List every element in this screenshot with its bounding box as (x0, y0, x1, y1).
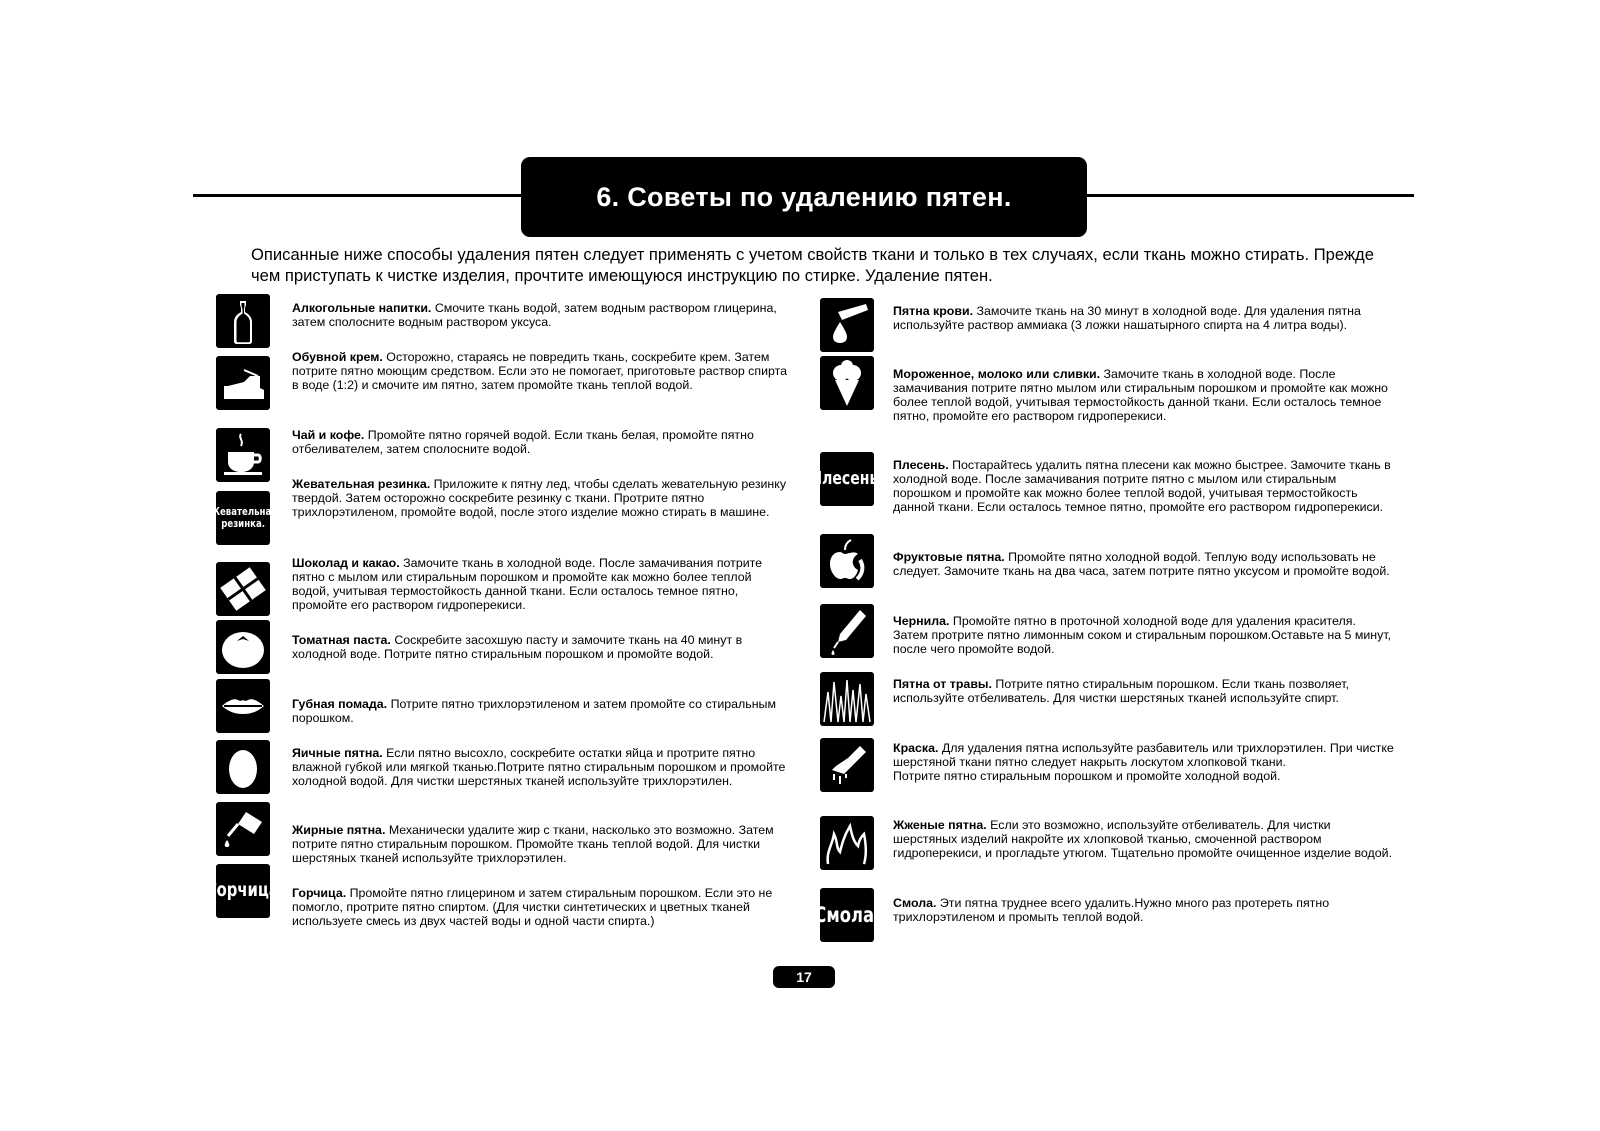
stain-title: Фруктовые пятна. (893, 550, 1005, 564)
mold-label: Плесень. (810, 467, 884, 489)
oil-can-icon (216, 802, 270, 856)
tomato-icon (216, 620, 270, 674)
stain-title: Алкогольные напитки. (292, 301, 432, 315)
shoe-icon (216, 356, 270, 410)
stain-title: Чай и кофе. (292, 428, 365, 442)
stain-text: Постарайтесь удалить пятна плесени как можно быстрее. Замочите ткань в холодной воде. После замачивания потрите пятно с мылом или стиральным порошком и промойте как можно более теплой водой, учитывая термостойкость данной ткани. Если осталось темное пятно, промойте его раствором гидроперекиси. (893, 458, 1391, 514)
stain-text: Промойте пятно в проточной холодной воде для удаления красителя. Затем протрите пятно лимонным соком и стиральным порошком.Оставьте на 5 минут, после чего промойте водой. (893, 614, 1392, 656)
stain-text: Эти пятна труднее всего удалить.Нужно много раз протереть пятно трихлорэтиленом и промыть теплой водой. (893, 896, 1330, 924)
egg-icon (216, 740, 270, 794)
stain-text: Промойте пятно горячей водой. Если ткань белая, промойте пятно отбеливателем, затем сполосните водой. (292, 428, 754, 456)
stain-text: Механически удалите жир с ткани, насколько это возможно. Затем потрите пятно стиральным порошком. Промойте ткань теплой водой. Для чистки шерстяных тканей используйте трихлорэтилен. (292, 823, 774, 865)
stain-text: Если пятно высохло, соскребите остатки яйца и протрите пятно влажной губкой или мягкой тканью.Потрите пятно стиральным порошком и промойте холодной водой. Для чистки шерстяных тканей используйте трихлорэтилен. (292, 746, 786, 788)
chocolate-icon (216, 562, 270, 616)
stain-text: Замочите ткань в холодной воде. После замачивания потрите пятно мылом или стиральным порошком и промойте как можно более теплой водой, учитывая термостойкость данной ткани. Если осталось темное пятно, промойте его раствором гидроперекиси. (893, 367, 1388, 423)
blood-drop-icon (820, 298, 874, 352)
mustard-label: Горчица (207, 879, 279, 902)
stain-text: Промойте пятно глицерином и затем стиральным порошком. Если это не помогло, протрите пятно спиртом. (Для чистки синтетических и цветных тканей используете смесь из двух частей воды и одной части спирта.) (292, 886, 773, 928)
stain-title: Яичные пятна. (292, 746, 383, 760)
page-title: 6. Советы по удалению пятен. (596, 181, 1012, 212)
lips-icon (216, 679, 270, 733)
stain-text: Потрите пятно трихлорэтиленом и затем промойте со стиральным порошком. (292, 697, 776, 725)
paint-brush-icon (820, 738, 874, 792)
stain-text: Осторожно, стараясь не повредить ткань, соскребите крем. Затем потрите пятно моющим средством. Если это не помогает, приготовьте раствор спирта в воде (1:2) и смочите им пятно, затем промойте ткань теплой водой. (292, 350, 788, 392)
stain-title: Смола. (893, 896, 937, 910)
stain-title: Жевательная резинка. (292, 477, 431, 491)
stain-title: Краска. (893, 741, 939, 755)
stain-text: Промойте пятно холодной водой. Теплую воду использовать не следует. Замочите ткань на два часа, затем потрите пятно уксусом и промойте водой. (893, 550, 1390, 578)
grass-icon (820, 672, 874, 726)
header-rule-left (193, 194, 523, 197)
stain-title: Томатная паста. (292, 633, 391, 647)
stain-title: Горчица. (292, 886, 347, 900)
resin-label: Смола. (814, 902, 880, 927)
stain-title: Шоколад и какао. (292, 556, 400, 570)
stain-title: Жженые пятна. (893, 818, 987, 832)
stain-text: Если это возможно, используйте отбеливатель. Для чистки шерстяных изделий накройте их хлопковой тканью, смоченной раствором гидроперекиси, и прогладьте утюгом. Тщательно промойте очищенное изделие водой. (893, 818, 1393, 860)
header-rule-right (1080, 194, 1414, 197)
fruit-icon (820, 534, 874, 588)
stain-text: Для удаления пятна используйте разбавитель или трихлорэтилен. При чистке шерстяной ткани пятно следует накрыть лоскутом хлопковой ткани. Потрите пятно стиральным порошком и промойте холодной водой. (893, 741, 1394, 783)
gum-label: Жевательная резинка. (209, 505, 277, 530)
stain-text: Замочите ткань в холодной воде. После замачивания потрите пятно с мылом или стиральным порошком и промойте как можно более теплой водой, учитывая термостойкость данной ткани. Если осталось темное пятно, промойте его раствором гидроперекиси. (292, 556, 763, 612)
gum-label-icon (209, 491, 277, 545)
stain-title: Чернила. (893, 614, 950, 628)
intro-paragraph: Описанные ниже способы удаления пятен следует применять с учетом свойств ткани и только в тех случаях, если ткань можно стирать. Прежде чем приступать к чистке изделия, прочтите имеющуюся инструкцию по стирке. Удаление пятен. (251, 245, 1374, 285)
stain-text: Замочите ткань на 30 минут в холодной воде. Для удаления пятна используйте раствор аммиака (3 ложки нашатырного спирта на 4 литра воды). (893, 304, 1361, 332)
stain-title: Плесень. (893, 458, 949, 472)
stain-text: Соскребите засохшую пасту и замочите ткань на 40 минут в холодной воде. Потрите пятно стиральным порошком и промойте водой. (292, 633, 743, 661)
stain-title: Пятна крови. (893, 304, 974, 318)
mold-label-icon (810, 452, 884, 506)
stain-title: Жирные пятна. (292, 823, 386, 837)
flame-icon (820, 816, 874, 870)
page-number: 17 (773, 966, 835, 988)
bottle-icon (216, 294, 270, 348)
stain-text: Смочите ткань водой, затем водным раствором глицерина, затем сполосните водным раствором уксуса. (292, 301, 777, 329)
stain-text: Потрите пятно стиральным порошком. Если ткань позволяет, используйте отбеливатель. Для чистки шерстяных тканей используйте спирт. (893, 677, 1349, 705)
cup-icon (216, 428, 270, 482)
stain-title: Мороженное, молоко или сливки. (893, 367, 1101, 381)
mustard-label-icon (207, 864, 279, 918)
title-banner (521, 157, 1087, 237)
pen-nib-icon (820, 604, 874, 658)
stain-title: Обувной крем. (292, 350, 383, 364)
stain-title: Пятна от травы. (893, 677, 992, 691)
stain-title: Губная помада. (292, 697, 388, 711)
resin-label-icon (814, 888, 880, 942)
stain-text: Приложите к пятну лед, чтобы сделать жевательную резинку твердой. Затем осторожно соскребите резинку с ткани. Протрите пятно трихлорэтиленом, промойте водой, после этого изделие можно стирать в машине. (292, 477, 787, 519)
ice-cream-icon (820, 356, 874, 410)
